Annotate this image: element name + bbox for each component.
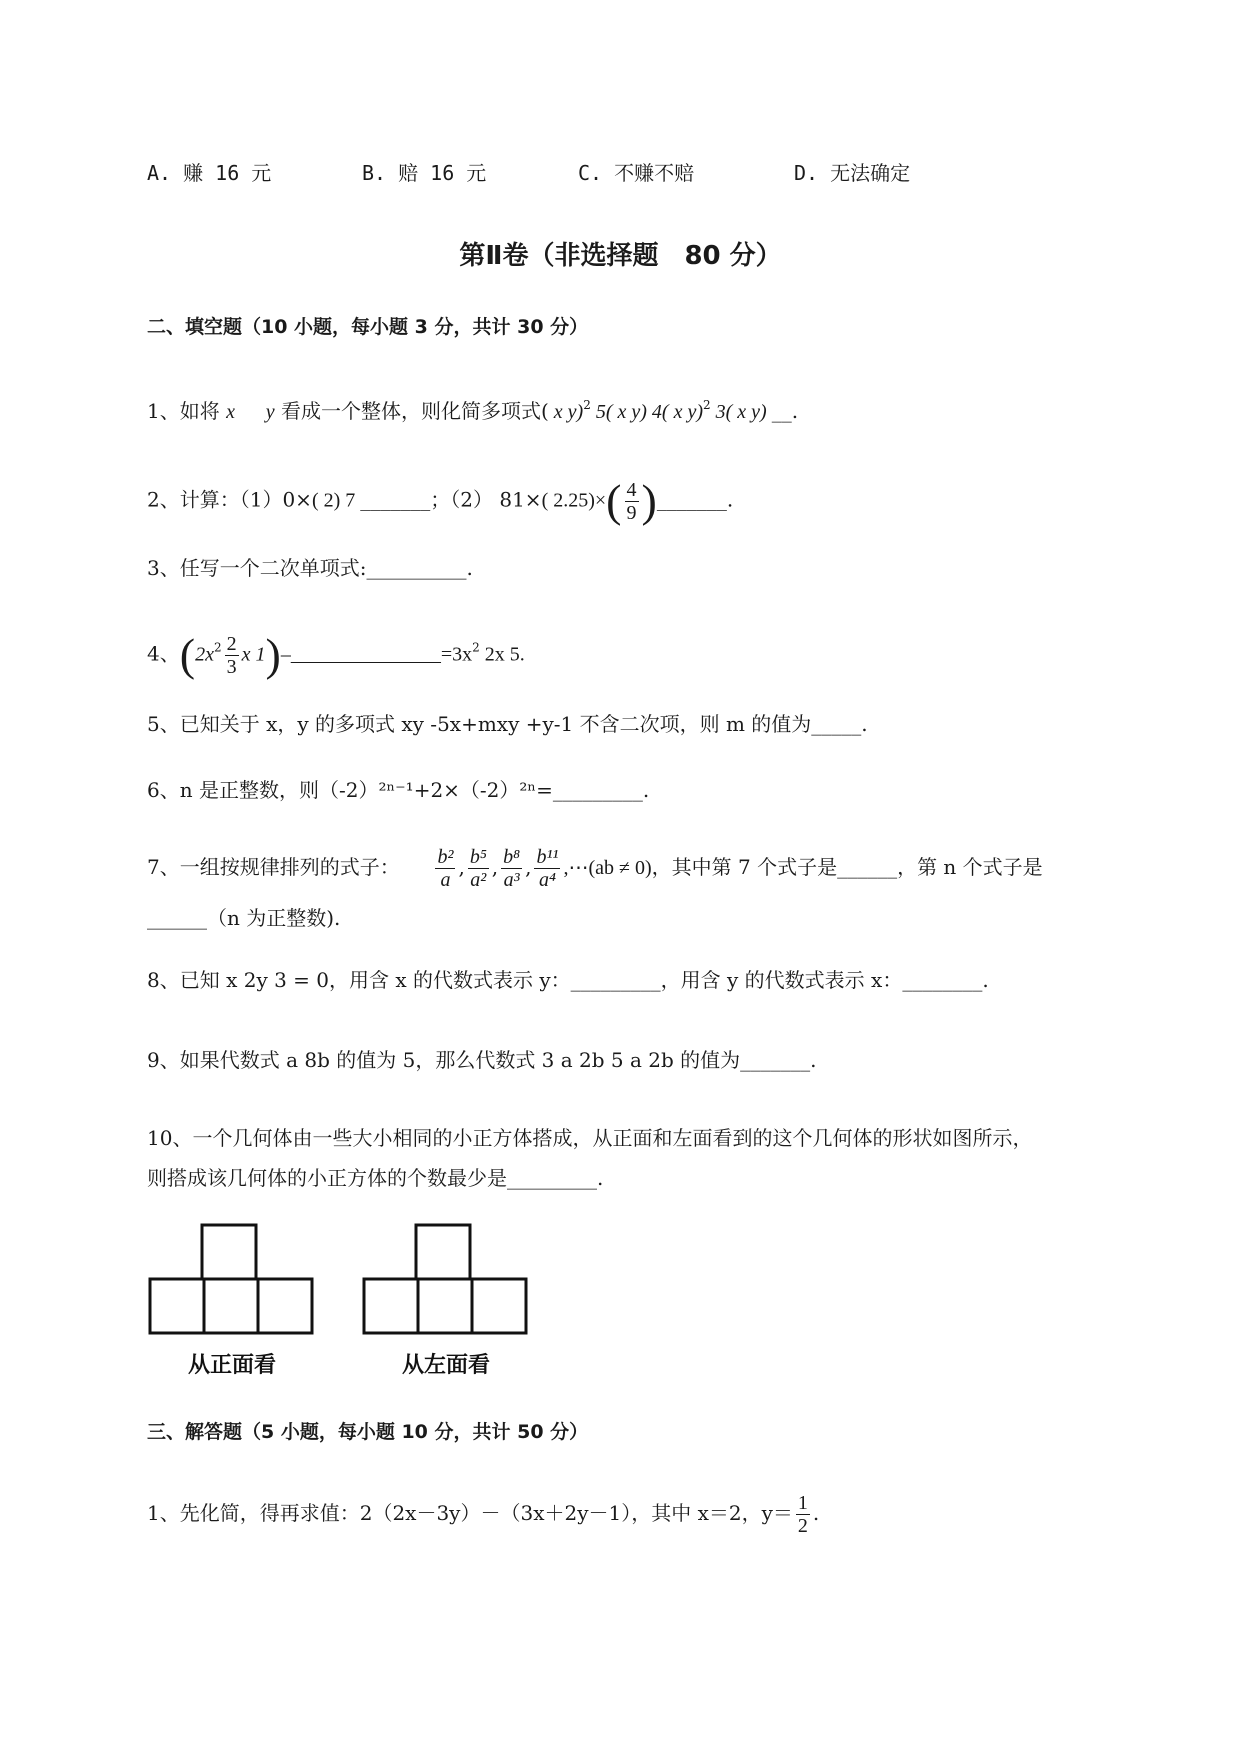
question-5: 5、已知关于 x，y 的多项式 xy -5x+mxy +y-1 不含二次项，则 m 的值为_____. <box>147 712 868 736</box>
q2-part1: ( 2) 7 <box>311 489 361 512</box>
s3q1-suffix: . <box>812 1501 820 1525</box>
choice-d: D. 无法确定 <box>794 161 911 185</box>
question-6: 6、n 是正整数，则（-2）²ⁿ⁻¹+2×（-2）²ⁿ=_________. <box>147 778 650 802</box>
q1-blank: __. <box>771 399 799 423</box>
question-7-line2: ______（n 为正整数). <box>147 906 341 930</box>
q1-prefix: 1、如将 <box>147 399 220 423</box>
question-3: 3、任写一个二次单项式:__________. <box>147 556 473 580</box>
q2-mid: ；（2） 81× <box>430 487 542 512</box>
q7-condition: ,⋯(ab ≠ 0) <box>563 857 652 879</box>
question-4: 4、($2x^2$ $\frac{2}{3}$ x $1)-\_\_\_\_\_\_\_\_\_\_\_\_\_\_\_=3x^2$ 2x 5. <box>147 629 525 680</box>
q2-fraction: $\frac{4}{9}$ <box>626 478 637 524</box>
s3-question-1 <box>147 1492 819 1537</box>
q7-mid: ，其中第 7 个式子是______，第 n 个式子是 <box>651 855 1043 879</box>
q7-term-2: $\frac{\text{b⁵}}{\text{a²}}$ <box>469 846 487 891</box>
front-view-square <box>150 1279 204 1333</box>
question-8: 8、已知 x 2y 3 = 0，用含 x 的代数式表示 y：_________，用含 y 的代数式表示 x：________. <box>147 968 989 992</box>
q4-tail: 2x 5. <box>479 643 525 666</box>
left-view-figure <box>361 1222 536 1382</box>
front-view-square <box>204 1279 258 1333</box>
q4-prefix: 4、 <box>147 641 180 666</box>
q1-expr: x y) <box>548 401 584 423</box>
q1-var-x: x <box>226 401 235 423</box>
q4-inner2: x 1 <box>241 643 266 666</box>
q4-fraction: $\frac{2}{3}$ <box>226 632 237 678</box>
question-1: 1、如将 x y 看成一个整体，则化简多项式( x y)$^2$ 5( x y) 4( x y)$^2$ 3( x y) __. <box>147 398 799 423</box>
q7-term-1: $\frac{\text{b²}}{a}$ <box>437 846 454 891</box>
q7-term-3: $\frac{\text{b⁸}}{\text{a³}}$ <box>503 846 521 891</box>
front-view-label: 从正面看 <box>187 1353 277 1378</box>
question-9: 9、如果代数式 a 8b 的值为 5，那么代数式 3 a 2b 5 a 2b 的值为_______. <box>147 1048 817 1072</box>
section3-heading: 三、解答题（5 小题，每小题 10 分，共计 50 分） <box>147 1421 589 1443</box>
question-10-line2: 则搭成该几何体的小正方体的个数最少是_________. <box>147 1166 604 1190</box>
q4-mid: –_______________=3x <box>280 643 473 666</box>
left-view-label: 从左面看 <box>401 1353 491 1378</box>
front-view-square <box>202 1225 256 1279</box>
choice-c: C. 不赚不赔 <box>578 161 695 185</box>
front-view-square <box>258 1279 312 1333</box>
left-view-square <box>418 1279 472 1333</box>
q1-term2: 5( x y) 4( x y) <box>590 401 703 423</box>
q1-term3: 3( x y) <box>710 401 772 423</box>
question-2: 2、计算：（1）0×( 2) 7 _______；（2） 81×( 2.25)×( $\frac{4}{9}$ )_______. <box>147 475 734 526</box>
part-title: 第Ⅱ卷（非选择题 80 分） <box>459 241 782 271</box>
q2-blank1: _______ <box>360 487 431 512</box>
left-view-square <box>472 1279 526 1333</box>
s3q1-fraction: $\frac{1}{2}$ <box>797 1492 808 1537</box>
front-view-figure <box>147 1222 322 1382</box>
left-view-square <box>364 1279 418 1333</box>
question-7: 7、一组按规律排列的式子： $\frac{\text{b²}}{a}$ , $\frac{\text{b⁵}}{\text{a²}}$ , $\frac{\text{b⁸}}{\text{a³}}$ , $\frac{\text{b¹¹}}{\text{a⁴}}$ ,⋯(ab ≠ 0)，其中第 7 个式子是______，第 n 个式子是 <box>147 846 1043 891</box>
q2-prefix: 2、计算：（1）0× <box>147 487 312 512</box>
choice-b: B. 赔 16 元 <box>362 161 487 185</box>
q1-text: 看成一个整体，则化简多项式( <box>280 399 549 423</box>
q1-var-y: y <box>265 401 275 423</box>
q4-inner1: 2x <box>195 643 214 666</box>
q2-part2: ( 2.25)× <box>541 489 607 512</box>
q2-blank2: _______. <box>656 487 734 512</box>
question-10-line1: 10、一个几何体由一些大小相同的小正方体搭成，从正面和左面看到的这个几何体的形状如图所示， <box>147 1126 1033 1150</box>
q7-term-4: $\frac{\text{b¹¹}}{\text{a⁴}}$ <box>536 846 559 891</box>
section2-heading: 二、填空题（10 小题，每小题 3 分，共计 30 分） <box>147 316 589 338</box>
left-view-square <box>416 1225 470 1279</box>
s3q1-prefix: 1、先化简，得再求值：2（2x－3y）－（3x＋2y－1），其中 x＝2，y＝ <box>147 1501 793 1525</box>
q7-prefix: 7、一组按规律排列的式子： <box>147 855 400 879</box>
choice-a: A. 赚 16 元 <box>147 161 272 185</box>
